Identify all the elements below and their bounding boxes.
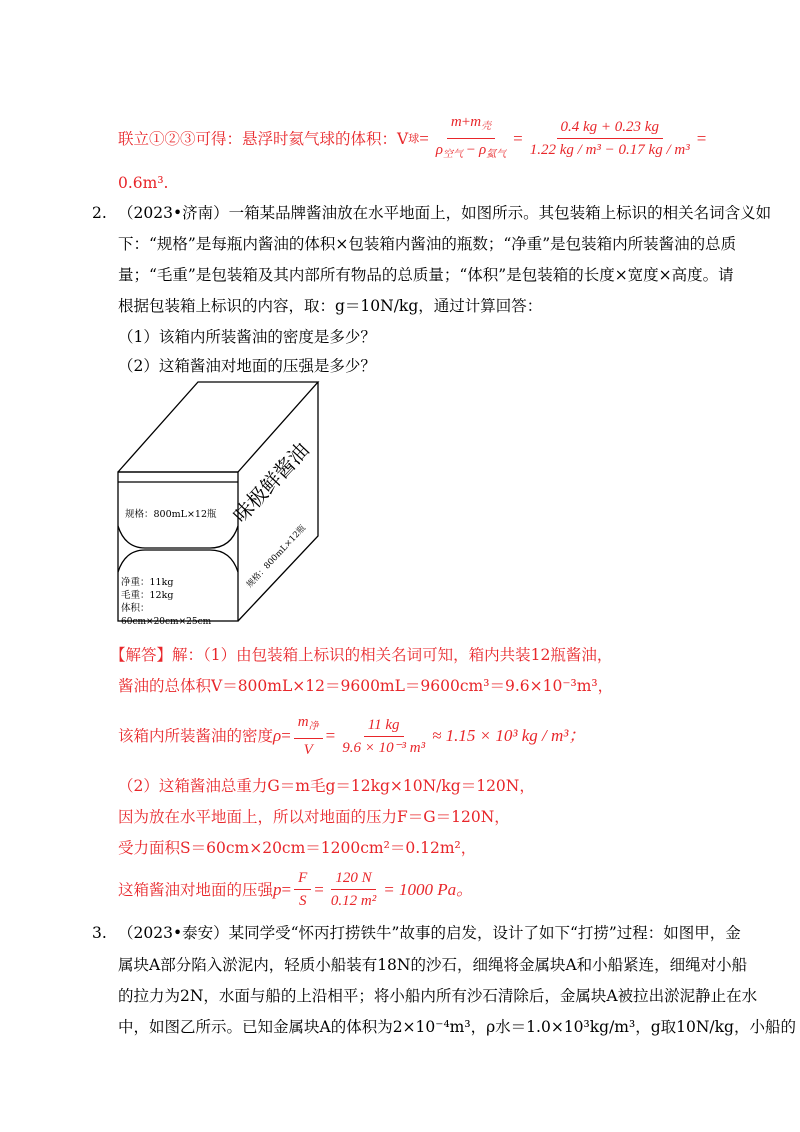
formula-fraction-numeric: $\frac{0.4 kg + 0.23 kg}{\text{1.22 kg / m³ − 0.17 kg / m³}}$ bbox=[529, 119, 690, 158]
density-fraction-symbolic: $\frac{m_净}{V}$ bbox=[294, 712, 323, 760]
q2-sub-question-1: （1）该箱内所装酱油的密度是多少？ bbox=[118, 328, 376, 346]
density-fraction-numeric: $\frac{11 kg}{\text{9.6 × 10⁻³ m³}}$ bbox=[342, 716, 426, 756]
soy-sauce-box-figure bbox=[110, 376, 340, 628]
box-volume: 60cm×20cm×25cm bbox=[121, 617, 212, 627]
answer-line-4: （2）这箱酱油总重力G＝m毛g＝12kg×10N/kg＝120N， bbox=[118, 777, 535, 795]
answer-density: 该箱内所装酱油的密度 ρ = $\frac{m_净}{V}$ = $\frac{11 kg}{\text{9.6 × 10⁻³ m³}}$ ≈ 1.15 × 10³ kg / m³； bbox=[118, 714, 586, 758]
answer-line-2: 酱油的总体积V＝800mL×12＝9600mL＝9600cm³＝9.6×10⁻³m³， bbox=[118, 677, 614, 695]
q3-line-3: 的拉力为2N，水面与船的上沿相平；将小船内所有沙石清除后，金属块A被拉出淤泥静止在水 bbox=[118, 987, 758, 1005]
q3-number: 3. bbox=[92, 924, 107, 942]
box-brand-text: 味极鲜酱油 bbox=[228, 437, 314, 528]
solution-volume-formula: 联立①②③可得：悬浮时氦气球的体积：V 球 = $\frac{m+m_壳}{\rho_{空气} - \rho_{氦气}}$ = $\frac{0.4 kg + 0.23 kg}{\text{1.22 kg / m³ − 0.17 kg / m³}}$ = bbox=[118, 112, 706, 165]
v-subscript: 球 bbox=[408, 131, 420, 145]
formula-fraction-symbolic: $\frac{m+m_壳}{\rho_{空气} - \rho_{氦气}}$ bbox=[435, 114, 507, 160]
q2-line-1: （2023•济南）一箱某品牌酱油放在水平地面上，如图所示。其包装箱上标识的相关名词含义如 bbox=[118, 204, 772, 222]
q3-line-2: 属块A部分陷入淤泥内，轻质小船装有18N的沙石，细绳将金属块A和小船紧连，细绳对小船 bbox=[118, 956, 748, 974]
solution-prefix: 联立①②③可得：悬浮时氦气球的体积：V bbox=[118, 129, 409, 148]
box-net-weight: 净重：11kg bbox=[121, 577, 174, 588]
box-volume-label: 体积： bbox=[121, 603, 150, 614]
pressure-fraction-numeric: $\frac{120 N}{\text{0.12 m²}}$ bbox=[330, 870, 377, 909]
q2-number: 2. bbox=[92, 204, 107, 222]
box-front-spec: 规格：800mL×12瓶 bbox=[125, 509, 217, 520]
answer-line-1: 【解答】解：（1）由包装箱上标识的相关名词可知，箱内共装12瓶酱油， bbox=[110, 646, 613, 664]
box-side-spec: 规格：800mL×12瓶 bbox=[244, 523, 309, 591]
q3-line-1: （2023•泰安）某同学受“怀丙打捞铁牛”故事的启发，设计了如下“打捞”过程：如图甲，金 bbox=[118, 924, 741, 942]
solution-result: 0.6m³. bbox=[118, 174, 169, 192]
box-gross-weight: 毛重：12kg bbox=[121, 590, 174, 601]
q2-line-3: 量；“毛重”是包装箱及其内部所有物品的总质量；“体积”是包装箱的长度×宽度×高度。请 bbox=[118, 266, 734, 284]
q2-sub-question-2: （2）这箱酱油对地面的压强是多少？ bbox=[118, 357, 376, 375]
pressure-fraction-symbolic: $\frac{F}{S}$ bbox=[294, 868, 311, 911]
answer-pressure: 这箱酱油对地面的压强 p = $\frac{F}{S}$ = $\frac{120 N}{\text{0.12 m²}}$ = 1000 Pa。 bbox=[118, 870, 474, 909]
q3-line-4: 中，如图乙所示。已知金属块A的体积为2×10⁻⁴m³，ρ水＝1.0×10³kg/m³，g取10N/kg，小船的 bbox=[118, 1018, 796, 1036]
answer-line-5: 因为放在水平地面上，所以对地面的压力F＝G＝120N， bbox=[118, 808, 510, 826]
q2-line-2: 下：“规格”是每瓶内酱油的体积×包装箱内酱油的瓶数；“净重”是包装箱内所装酱油的总质 bbox=[118, 235, 737, 253]
answer-line-6: 受力面积S＝60cm×20cm＝1200cm²＝0.12m²， bbox=[118, 839, 477, 857]
q2-line-4: 根据包装箱上标识的内容，取：g＝10N/kg，通过计算回答： bbox=[118, 297, 543, 315]
answer-tag: 【解答】 bbox=[110, 646, 173, 664]
